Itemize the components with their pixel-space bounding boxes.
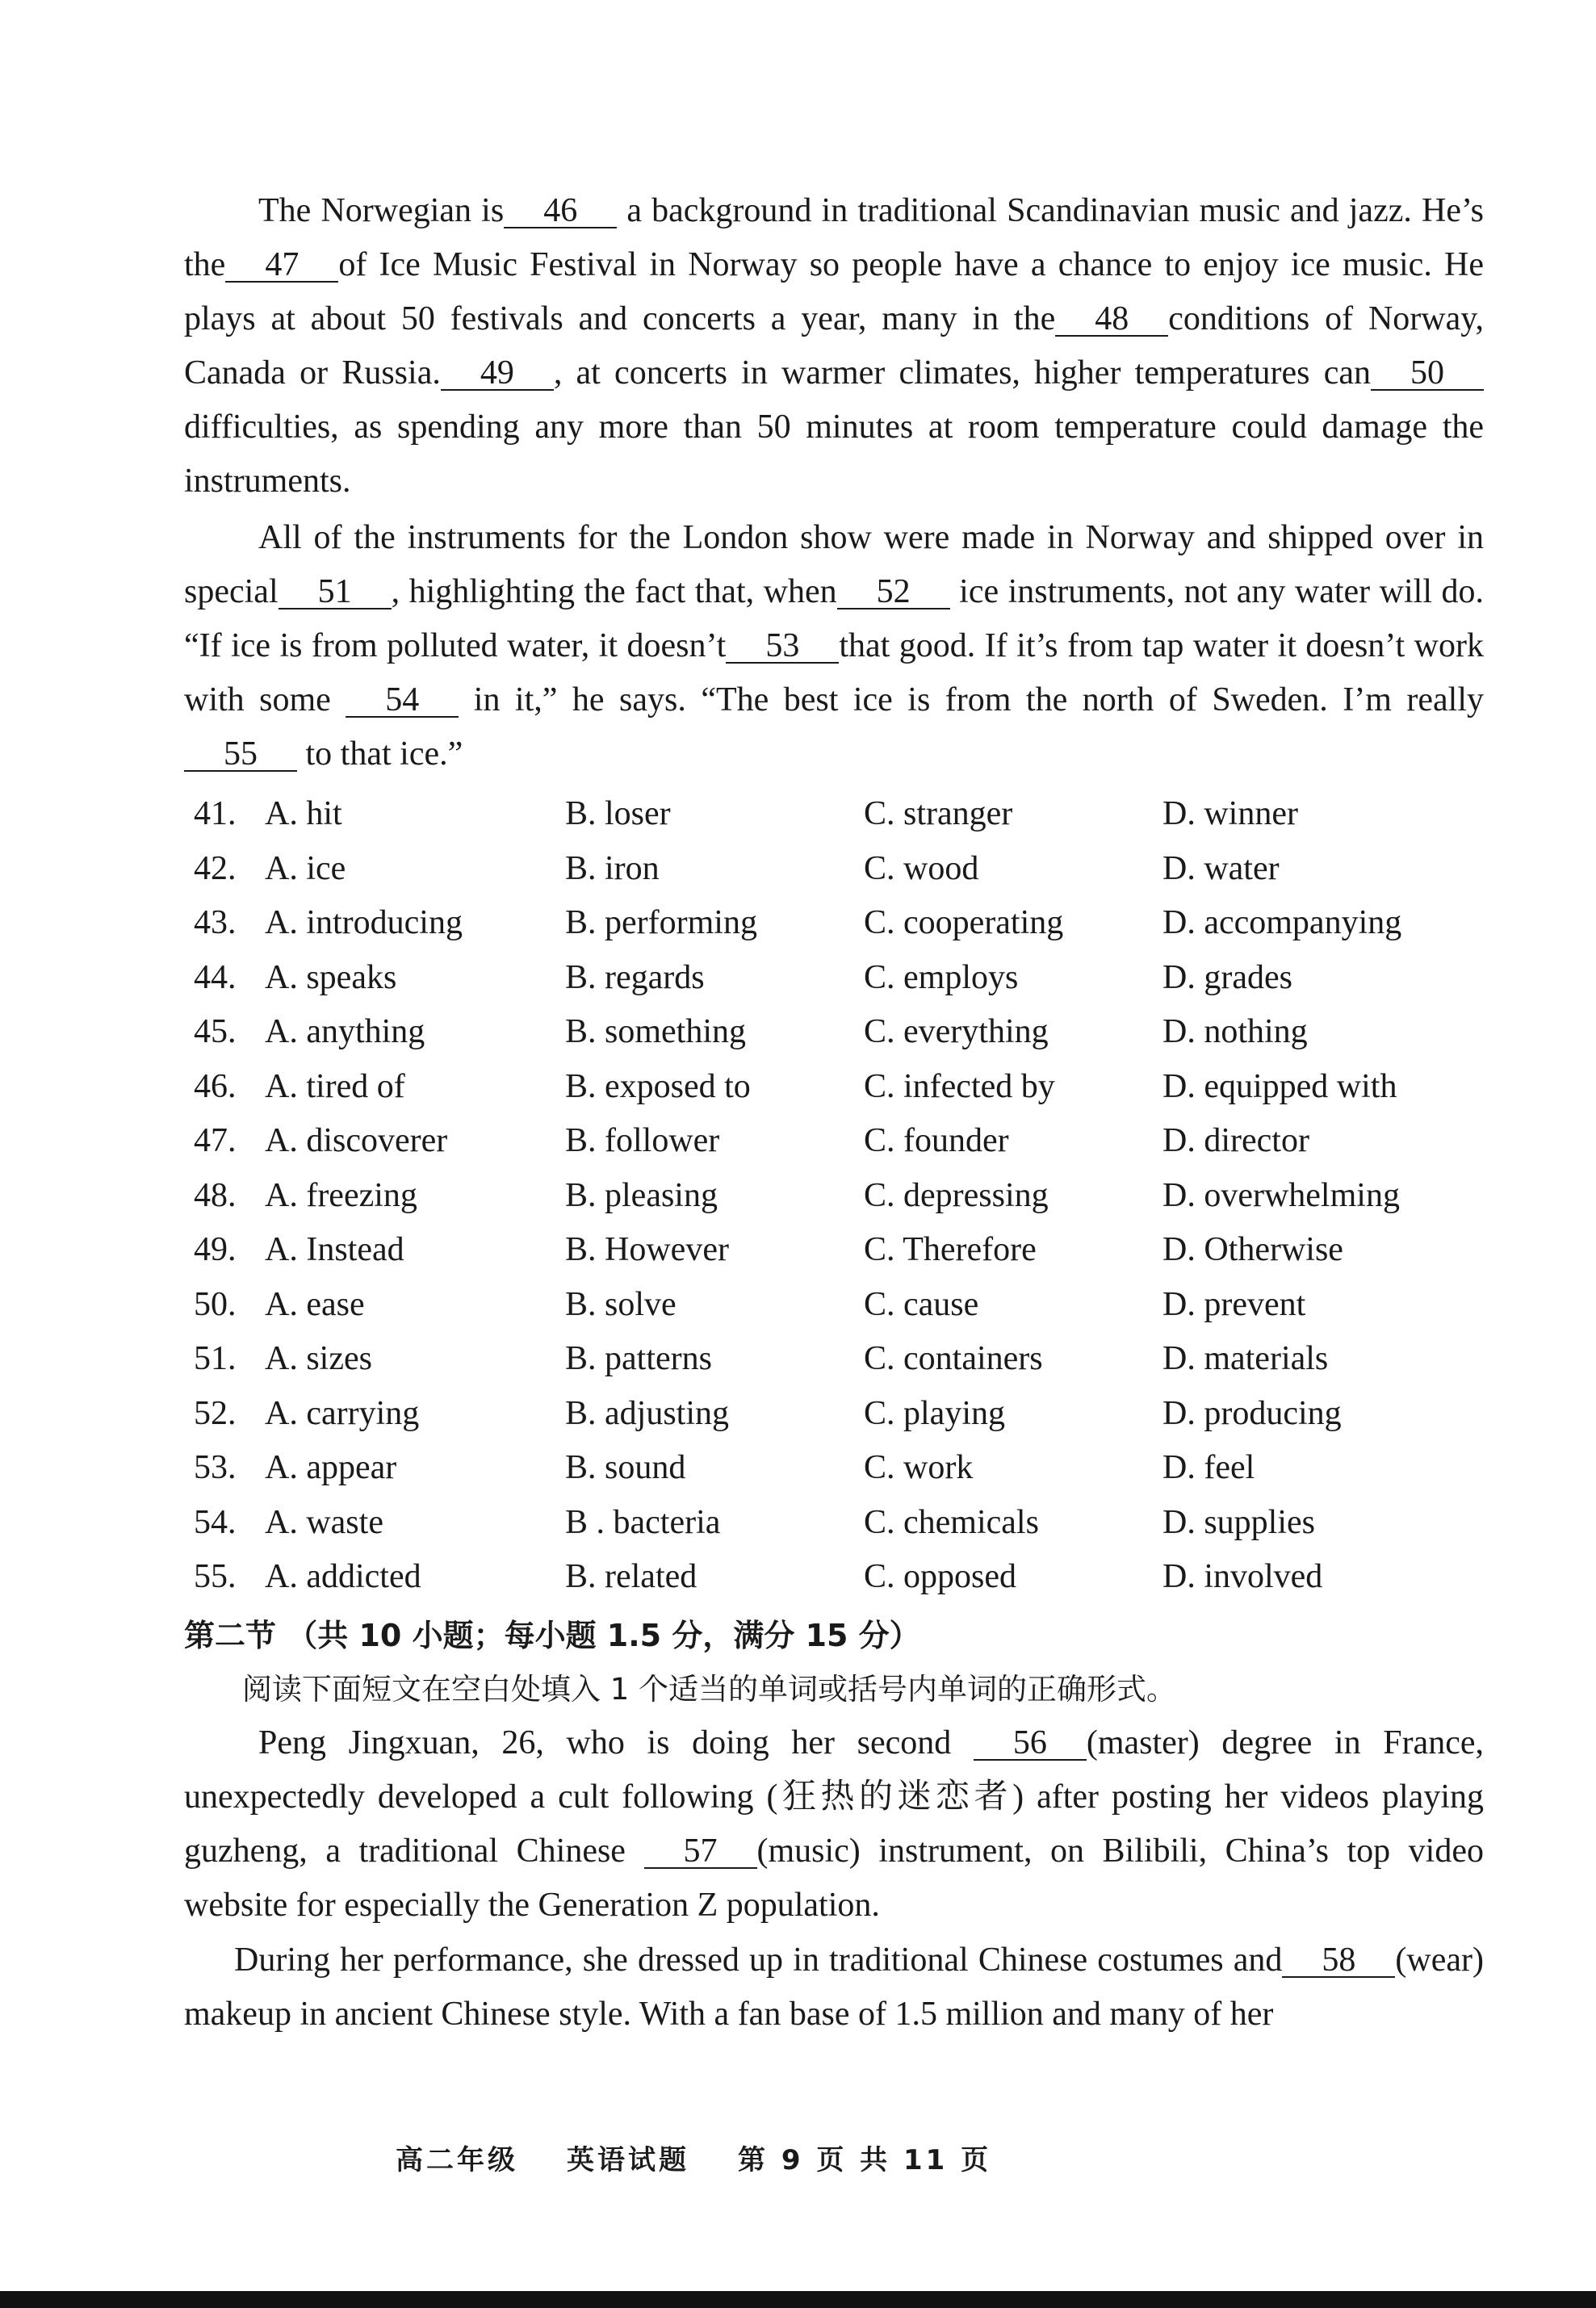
question-number: 43. xyxy=(194,904,237,941)
option-b[interactable]: B. regards xyxy=(565,958,705,996)
footer-subject: 英语试题 xyxy=(567,2144,689,2176)
text-run: of Ice Music Festival in Norway so people have a chance to enjoy ice music. He plays at about 50 festivals and concerts a year, many in the xyxy=(184,246,1484,337)
blank-57[interactable]: 57 xyxy=(644,1835,757,1869)
blank-54[interactable]: 54 xyxy=(346,684,459,718)
option-c[interactable]: C. playing xyxy=(864,1394,1005,1432)
text-run: All of the instruments for the London show were made in Norway and shipped over in special xyxy=(184,519,1484,610)
blank-52[interactable]: 52 xyxy=(837,576,950,609)
option-a[interactable]: A. carrying xyxy=(265,1394,420,1432)
option-d[interactable]: D. involved xyxy=(1162,1558,1323,1595)
option-a[interactable]: A. ease xyxy=(265,1285,365,1323)
section-instruction: 阅读下面短文在空白处填入 1 个适当的单词或括号内单词的正确形式。 xyxy=(242,1672,1177,1707)
text-run: (wear) makeup in ancient Chinese style. With a fan base of 1.5 million and many of her xyxy=(184,1941,1484,2033)
option-b[interactable]: B. iron xyxy=(565,849,660,887)
option-d[interactable]: D. nothing xyxy=(1162,1013,1308,1050)
option-d[interactable]: D. accompanying xyxy=(1162,904,1402,941)
scan-edge-bar xyxy=(0,2291,1596,2308)
question-row xyxy=(194,951,1502,1006)
option-d[interactable]: D. winner xyxy=(1162,795,1298,832)
question-number: 51. xyxy=(194,1340,237,1377)
option-c[interactable]: C. stranger xyxy=(864,795,1013,832)
question-row xyxy=(194,1005,1502,1060)
option-d[interactable]: D. materials xyxy=(1162,1340,1329,1377)
text-run: (master) degree in France, unexpectedly developed a cult following (狂热的迷恋者) after posting her videos playing guzheng, a traditional Chinese xyxy=(184,1724,1484,1870)
option-a[interactable]: A. sizes xyxy=(265,1340,372,1377)
option-a[interactable]: A. Instead xyxy=(265,1231,404,1268)
question-row xyxy=(194,842,1502,897)
question-row xyxy=(194,1550,1502,1605)
option-a[interactable]: A. discoverer xyxy=(265,1122,448,1159)
text-run: Peng Jingxuan, 26, who is doing her second xyxy=(258,1724,974,1761)
question-row xyxy=(194,1496,1502,1551)
blank-53[interactable]: 53 xyxy=(726,630,839,664)
option-c[interactable]: C. founder xyxy=(864,1122,1009,1159)
question-number: 54. xyxy=(194,1503,237,1541)
option-c[interactable]: C. depressing xyxy=(864,1176,1049,1214)
question-row xyxy=(194,1169,1502,1224)
passage-paragraph-2 xyxy=(184,511,1484,781)
question-row xyxy=(194,1387,1502,1442)
blank-56[interactable]: 56 xyxy=(974,1727,1087,1761)
option-d[interactable]: D. water xyxy=(1162,849,1280,887)
question-row xyxy=(194,1114,1502,1169)
text-run: During her performance, she dressed up in traditional Chinese costumes and xyxy=(234,1941,1283,1979)
text-run: , highlighting the fact that, when xyxy=(391,573,837,610)
blank-46[interactable]: 46 xyxy=(504,195,617,228)
question-number: 42. xyxy=(194,849,237,887)
option-b[interactable]: B. loser xyxy=(565,795,671,832)
blank-58[interactable]: 58 xyxy=(1282,1944,1395,1978)
option-a[interactable]: A. anything xyxy=(265,1013,425,1050)
text-run: difficulties, as spending any more than 50 minutes at room temperature could damage the instruments. xyxy=(184,408,1484,500)
option-a[interactable]: A. ice xyxy=(265,849,346,887)
footer-page-number: 第 9 页 共 11 页 xyxy=(738,2144,992,2176)
option-d[interactable]: D. Otherwise xyxy=(1162,1231,1343,1268)
passage-paragraph-3 xyxy=(184,1716,1484,1933)
option-c[interactable]: C. chemicals xyxy=(864,1503,1039,1541)
blank-48[interactable]: 48 xyxy=(1055,303,1168,337)
option-d[interactable]: D. equipped with xyxy=(1162,1067,1397,1105)
text-run: conditions of Norway, Canada or Russia. xyxy=(184,300,1485,392)
option-a[interactable]: A. waste xyxy=(265,1503,383,1541)
question-number: 47. xyxy=(194,1122,237,1159)
option-a[interactable]: A. tired of xyxy=(265,1067,405,1105)
question-number: 48. xyxy=(194,1176,237,1214)
option-c[interactable]: C. cooperating xyxy=(864,904,1064,941)
question-number: 50. xyxy=(194,1285,237,1323)
option-c[interactable]: C. containers xyxy=(864,1340,1043,1377)
text-run: ice instruments, not any water will do. “If ice is from polluted water, it doesn’t xyxy=(184,573,1485,664)
option-d[interactable]: D. grades xyxy=(1162,958,1292,996)
option-d[interactable]: D. supplies xyxy=(1162,1503,1315,1541)
question-row xyxy=(194,1060,1502,1115)
text-run: The Norwegian is xyxy=(258,192,505,229)
option-d[interactable]: D. prevent xyxy=(1162,1285,1306,1323)
question-row xyxy=(194,1332,1502,1387)
passage-paragraph-4 xyxy=(184,1933,1484,2042)
question-number: 55. xyxy=(194,1558,237,1595)
option-b[interactable]: B. something xyxy=(565,1013,747,1050)
option-b[interactable]: B. related xyxy=(565,1558,697,1595)
blank-55[interactable]: 55 xyxy=(184,738,297,772)
option-d[interactable]: D. overwhelming xyxy=(1162,1176,1400,1214)
option-a[interactable]: A. speaks xyxy=(265,958,397,996)
question-row xyxy=(194,1223,1502,1278)
option-d[interactable]: D. director xyxy=(1162,1122,1309,1159)
text-run: , at concerts in warmer climates, higher temperatures can xyxy=(553,354,1371,392)
question-number: 44. xyxy=(194,958,237,996)
question-number: 52. xyxy=(194,1394,237,1432)
footer-grade: 高二年级 xyxy=(396,2144,518,2176)
option-b[interactable]: B. However xyxy=(565,1231,729,1268)
option-b[interactable]: B. sound xyxy=(565,1449,686,1486)
blank-51[interactable]: 51 xyxy=(279,576,392,609)
option-b[interactable]: B. solve xyxy=(565,1285,677,1323)
passage-paragraph-1 xyxy=(184,184,1484,509)
option-c[interactable]: C. infected by xyxy=(864,1067,1055,1105)
option-b[interactable]: B. performing xyxy=(565,904,757,941)
blank-47[interactable]: 47 xyxy=(225,249,338,283)
blank-50[interactable]: 50 xyxy=(1371,357,1484,391)
question-number: 41. xyxy=(194,795,237,832)
option-a[interactable]: A. appear xyxy=(265,1449,397,1486)
option-c[interactable]: C. wood xyxy=(864,849,979,887)
option-c[interactable]: C. everything xyxy=(864,1013,1049,1050)
option-b[interactable]: B. follower xyxy=(565,1122,720,1159)
text-run: a background in traditional Scandinavian music and jazz. He’s the xyxy=(184,192,1484,283)
section-heading: 第二节 （共 10 小题；每小题 1.5 分，满分 15 分） xyxy=(184,1618,920,1653)
option-a[interactable]: A. freezing xyxy=(265,1176,417,1214)
option-a[interactable]: A. hit xyxy=(265,795,342,832)
option-b[interactable]: B. patterns xyxy=(565,1340,712,1377)
option-c[interactable]: C. cause xyxy=(864,1285,979,1323)
option-b[interactable]: B. pleasing xyxy=(565,1176,718,1214)
question-number: 53. xyxy=(194,1449,237,1486)
option-b[interactable]: B. exposed to xyxy=(565,1067,751,1105)
option-d[interactable]: D. feel xyxy=(1162,1449,1255,1486)
question-row xyxy=(194,896,1502,951)
option-c[interactable]: C. employs xyxy=(864,958,1019,996)
option-c[interactable]: C. work xyxy=(864,1449,974,1486)
question-row xyxy=(194,1441,1502,1496)
option-c[interactable]: C. Therefore xyxy=(864,1231,1037,1268)
option-a[interactable]: A. addicted xyxy=(265,1558,421,1595)
question-row xyxy=(194,787,1502,842)
question-number: 49. xyxy=(194,1231,237,1268)
text-run: in it,” he says. “The best ice is from the north of Sweden. I’m really xyxy=(459,681,1485,718)
option-b[interactable]: B . bacteria xyxy=(565,1503,721,1541)
text-run: (music) instrument, on Bilibili, China’s top video website for especially the Generation Z population. xyxy=(184,1833,1484,1924)
blank-49[interactable]: 49 xyxy=(441,357,554,391)
option-b[interactable]: B. adjusting xyxy=(565,1394,730,1432)
question-number: 45. xyxy=(194,1013,237,1050)
option-d[interactable]: D. producing xyxy=(1162,1394,1342,1432)
text-run: to that ice.” xyxy=(297,735,463,773)
option-c[interactable]: C. opposed xyxy=(864,1558,1016,1595)
page-footer xyxy=(396,2138,1040,2177)
text-run: that good. If it’s from tap water it doesn’t work with some xyxy=(184,627,1484,718)
question-options-list xyxy=(194,787,1502,1605)
question-row xyxy=(194,1278,1502,1333)
question-number: 46. xyxy=(194,1067,237,1105)
option-a[interactable]: A. introducing xyxy=(265,904,463,941)
